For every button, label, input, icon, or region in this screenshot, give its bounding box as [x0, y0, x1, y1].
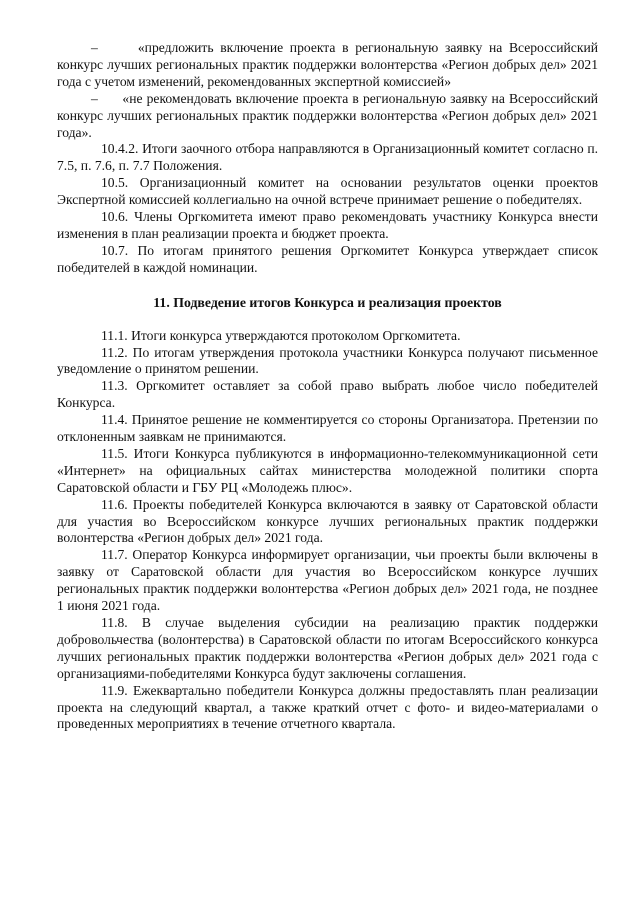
paragraph-11-3: 11.3. Оргкомитет оставляет за собой право выбрать любое число победителей Конкурса. — [57, 378, 598, 411]
paragraph-11-9: 11.9. Ежеквартально победители Конкурса должны предоставлять план реализации проекта на следующий квартал, а также краткий отчет с фото- и видео-материалами о проведенных мероприятиях в течение отчетного квартала. — [57, 682, 598, 732]
paragraph-11-6: 11.6. Проекты победителей Конкурса включаются в заявку от Саратовской области для участия во Всероссийском конкурсе лучших региональных практик поддержки волонтерства «Регион добрых дел» 2021 года. — [57, 496, 598, 546]
paragraph-11-5: 11.5. Итоги Конкурса публикуются в информационно-телекоммуникационной сети «Интернет» на официальных сайтах министерства молодежной политики спорта Саратовской области и ГБУ РЦ «Молодежь плюс». — [57, 445, 598, 495]
paragraph-11-4: 11.4. Принятое решение не комментируется со стороны Организатора. Претензии по отклоненным заявкам не принимаются. — [57, 412, 598, 445]
paragraph-10-6: 10.6. Члены Оргкомитета имеют право рекомендовать участнику Конкурса внести изменения в план реализации проекта и бюджет проекта. — [57, 209, 598, 241]
paragraph-10-7: 10.7. По итогам принятого решения Оргкомитет Конкурса утверждает список победителей в каждой номинации. — [57, 242, 598, 275]
dash-item-propose: – «предложить включение проекта в региональную заявку на Всероссийский конкурс лучших региональных практик поддержки волонтерства «Регион добрых дел» 2021 года с учетом изменений, рекомендованных экспертной комиссией» — [57, 40, 598, 89]
dash-item-not-recommend: – «не рекомендовать включение проекта в региональную заявку на Всероссийский конкурс лучших региональных практик поддержки волонтерства «Регион добрых дел» 2021 года». — [57, 90, 598, 140]
paragraph-10-5: 10.5. Организационный комитет на основании результатов оценки проектов Экспертной комиссией коллегиально на очной встрече принимает решение о победителях. — [57, 175, 598, 208]
paragraph-11-1: 11.1. Итоги конкурса утверждаются протоколом Оргкомитета. — [101, 327, 461, 343]
paragraph-11-2: 11.2. По итогам утверждения протокола участники Конкурса получают письменное уведомление о принятом решении. — [57, 344, 598, 377]
paragraph-11-8: 11.8. В случае выделения субсидии на реализацию практик поддержки добровольчества (волонтерства) в Саратовской области по итогам Всероссийского конкурса лучших региональных практик поддержки волонтерства «Регион добрых дел» 2021 года с организациями-победителями Конкурса будут заключены соглашения. — [57, 615, 598, 681]
paragraph-11-7: 11.7. Оператор Конкурса информирует организации, чьи проекты были включены в заявку от Саратовской области для участия во Всероссийском конкурсе лучших региональных практик поддержки волонтерства «Регион добрых дел» 2021 года, не позднее 1 июня 2021 года. — [57, 547, 598, 614]
document-page — [57, 40, 598, 733]
section-heading-11: 11. Подведение итогов Конкурса и реализация проектов — [153, 294, 502, 310]
paragraph-10-4-2: 10.4.2. Итоги заочного отбора направляются в Организационный комитет согласно п. 7.5, п. 7.6, п. 7.7 Положения. — [57, 141, 598, 174]
